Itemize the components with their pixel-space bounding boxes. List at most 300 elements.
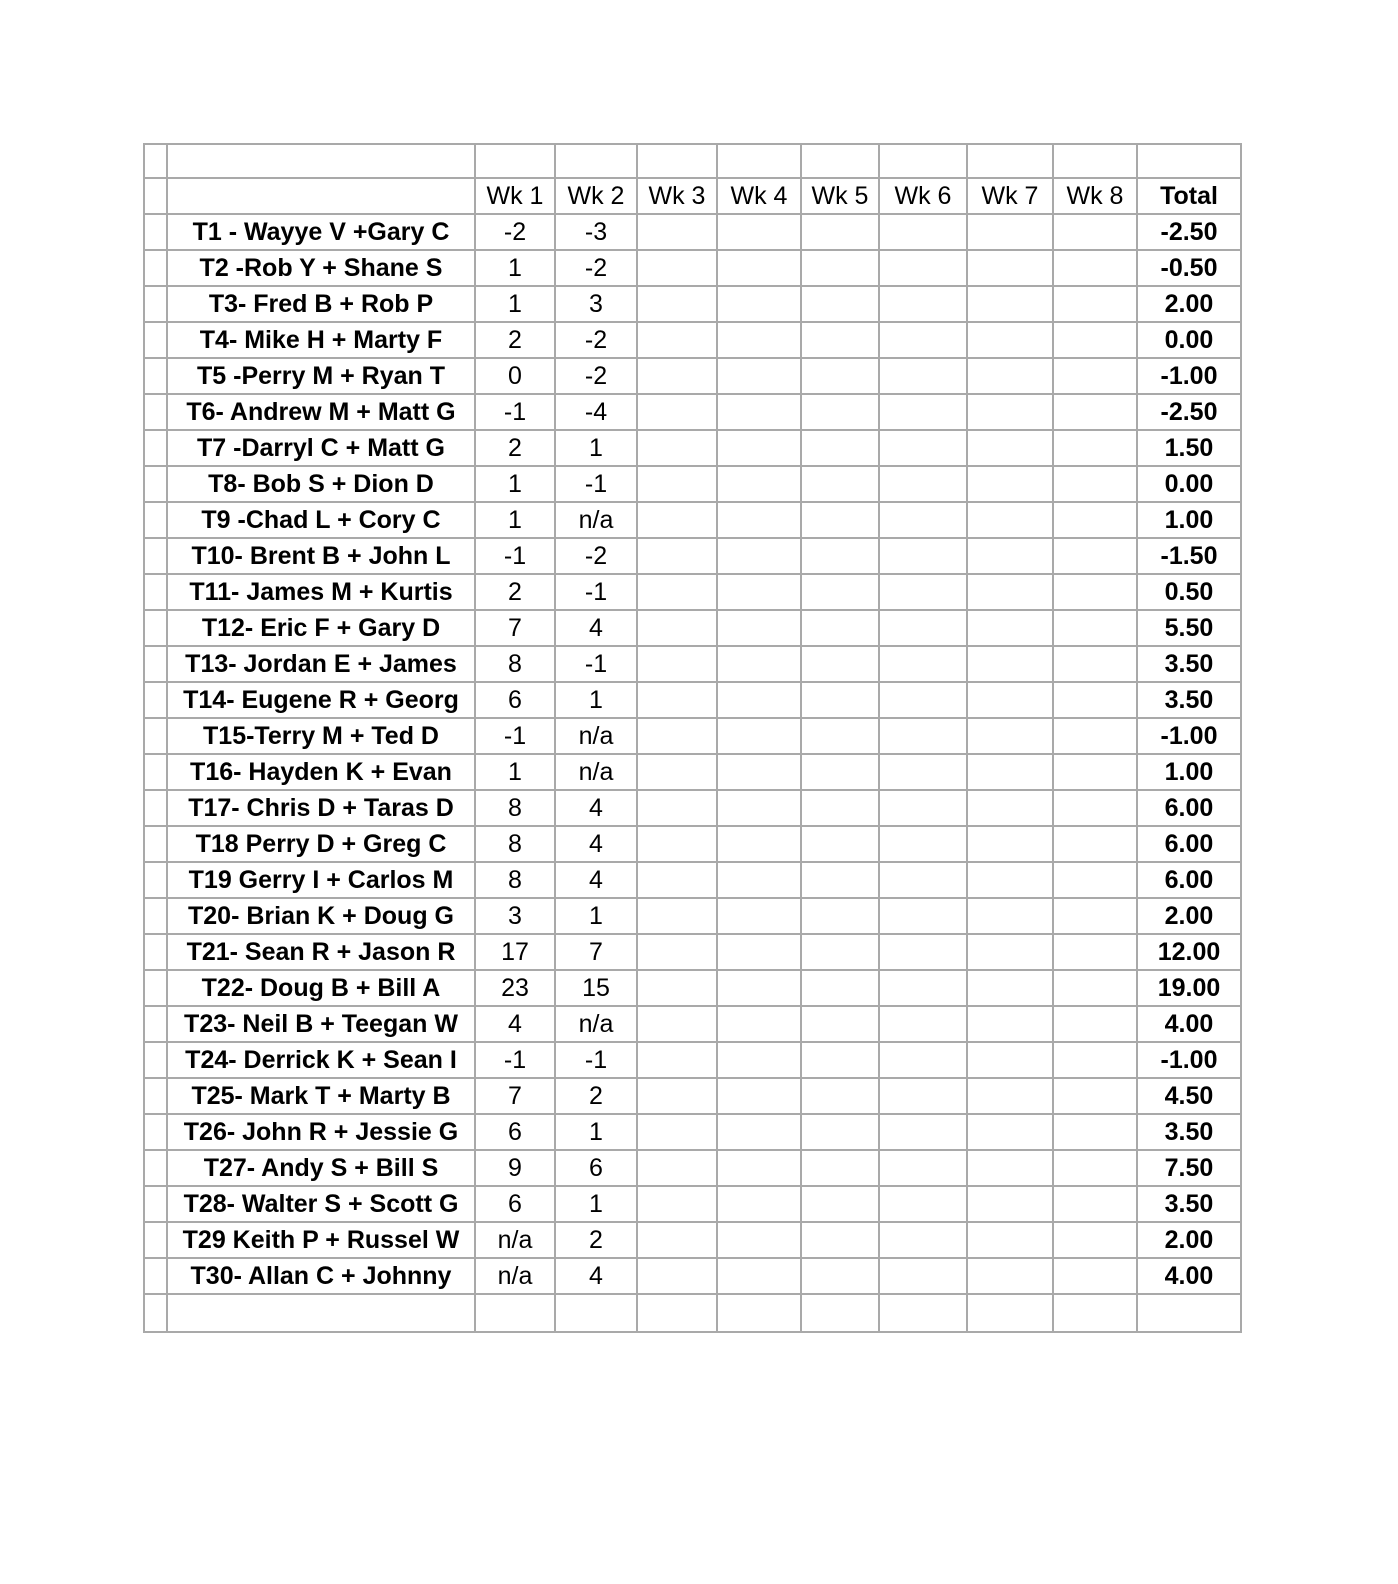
week-header-cell: Wk 3 bbox=[637, 178, 717, 214]
total-cell: -0.50 bbox=[1137, 250, 1241, 286]
week-score-cell bbox=[1053, 1042, 1137, 1078]
total-cell: -2.50 bbox=[1137, 214, 1241, 250]
week-score-cell bbox=[637, 574, 717, 610]
team-row bbox=[144, 358, 1241, 394]
week-score-cell bbox=[879, 502, 967, 538]
week-score-cell bbox=[967, 430, 1053, 466]
team-name-cell: T2 -Rob Y + Shane S bbox=[167, 250, 475, 286]
team-row bbox=[144, 1114, 1241, 1150]
week-score-cell bbox=[717, 934, 801, 970]
total-cell: 3.50 bbox=[1137, 1114, 1241, 1150]
week-score-cell bbox=[637, 1006, 717, 1042]
week-score-cell bbox=[1053, 502, 1137, 538]
week-score-cell bbox=[879, 754, 967, 790]
team-name-cell: T23- Neil B + Teegan W bbox=[167, 1006, 475, 1042]
empty-cell bbox=[879, 1294, 967, 1332]
team-name-cell: T3- Fred B + Rob P bbox=[167, 286, 475, 322]
total-cell: 12.00 bbox=[1137, 934, 1241, 970]
week-score-cell bbox=[967, 214, 1053, 250]
total-cell: 3.50 bbox=[1137, 682, 1241, 718]
week-score-cell bbox=[801, 466, 879, 502]
week-score-cell bbox=[1053, 574, 1137, 610]
week-score-cell bbox=[637, 358, 717, 394]
empty-cell bbox=[555, 144, 637, 178]
team-row bbox=[144, 934, 1241, 970]
empty-cell bbox=[801, 144, 879, 178]
week-score-cell bbox=[1053, 754, 1137, 790]
week-score-cell bbox=[801, 358, 879, 394]
team-name-cell: T9 -Chad L + Cory C bbox=[167, 502, 475, 538]
empty-cell bbox=[144, 1258, 167, 1294]
week-score-cell: 3 bbox=[555, 286, 637, 322]
week-score-cell bbox=[637, 430, 717, 466]
week-score-cell bbox=[637, 862, 717, 898]
week-score-cell bbox=[717, 718, 801, 754]
week-score-cell: 1 bbox=[475, 466, 555, 502]
week-score-cell: 2 bbox=[555, 1078, 637, 1114]
team-name-header-cell bbox=[167, 178, 475, 214]
empty-cell bbox=[717, 144, 801, 178]
week-header-cell: Wk 7 bbox=[967, 178, 1053, 214]
week-score-cell bbox=[1053, 250, 1137, 286]
week-score-cell bbox=[1053, 718, 1137, 754]
week-header-cell: Wk 6 bbox=[879, 178, 967, 214]
week-score-cell bbox=[637, 610, 717, 646]
team-name-cell: T8- Bob S + Dion D bbox=[167, 466, 475, 502]
week-score-cell bbox=[879, 1222, 967, 1258]
week-score-cell bbox=[879, 574, 967, 610]
week-score-cell bbox=[637, 1042, 717, 1078]
empty-cell bbox=[144, 682, 167, 718]
week-score-cell bbox=[1053, 898, 1137, 934]
total-cell: -2.50 bbox=[1137, 394, 1241, 430]
week-score-cell bbox=[717, 970, 801, 1006]
team-row bbox=[144, 898, 1241, 934]
week-score-cell bbox=[1053, 286, 1137, 322]
team-name-cell: T13- Jordan E + James bbox=[167, 646, 475, 682]
week-score-cell bbox=[637, 1258, 717, 1294]
total-cell: 19.00 bbox=[1137, 970, 1241, 1006]
team-name-cell: T15-Terry M + Ted D bbox=[167, 718, 475, 754]
team-name-cell: T27- Andy S + Bill S bbox=[167, 1150, 475, 1186]
empty-cell bbox=[144, 970, 167, 1006]
empty-cell bbox=[967, 1294, 1053, 1332]
team-row bbox=[144, 322, 1241, 358]
week-score-cell bbox=[967, 1042, 1053, 1078]
week-score-cell bbox=[967, 574, 1053, 610]
week-score-cell bbox=[967, 1006, 1053, 1042]
week-score-cell bbox=[717, 898, 801, 934]
week-score-cell bbox=[801, 934, 879, 970]
week-score-cell bbox=[967, 1150, 1053, 1186]
empty-cell bbox=[144, 1150, 167, 1186]
week-score-cell: -1 bbox=[555, 574, 637, 610]
week-score-cell bbox=[1053, 466, 1137, 502]
week-score-cell bbox=[967, 610, 1053, 646]
team-row bbox=[144, 790, 1241, 826]
week-score-cell bbox=[879, 1042, 967, 1078]
empty-cell bbox=[967, 144, 1053, 178]
week-score-cell: 8 bbox=[475, 862, 555, 898]
week-score-cell: 3 bbox=[475, 898, 555, 934]
empty-cell bbox=[144, 1006, 167, 1042]
week-score-cell bbox=[801, 862, 879, 898]
empty-cell bbox=[144, 610, 167, 646]
week-score-cell bbox=[801, 250, 879, 286]
empty-cell bbox=[1137, 144, 1241, 178]
week-score-cell bbox=[717, 574, 801, 610]
week-score-cell: -1 bbox=[475, 538, 555, 574]
week-score-cell bbox=[967, 898, 1053, 934]
week-score-cell bbox=[967, 646, 1053, 682]
week-score-cell bbox=[1053, 1078, 1137, 1114]
week-score-cell: -2 bbox=[555, 250, 637, 286]
week-score-cell bbox=[637, 754, 717, 790]
week-score-cell bbox=[1053, 790, 1137, 826]
team-name-cell: T12- Eric F + Gary D bbox=[167, 610, 475, 646]
week-score-cell: -1 bbox=[475, 1042, 555, 1078]
team-row bbox=[144, 862, 1241, 898]
team-name-cell: T1 - Wayye V +Gary C bbox=[167, 214, 475, 250]
week-score-cell bbox=[717, 322, 801, 358]
week-score-cell bbox=[717, 610, 801, 646]
empty-cell bbox=[637, 144, 717, 178]
total-cell: 5.50 bbox=[1137, 610, 1241, 646]
week-score-cell bbox=[637, 538, 717, 574]
week-score-cell bbox=[717, 1078, 801, 1114]
week-score-cell bbox=[801, 574, 879, 610]
week-score-cell bbox=[637, 466, 717, 502]
week-score-cell bbox=[967, 682, 1053, 718]
week-score-cell bbox=[879, 466, 967, 502]
week-score-cell bbox=[879, 898, 967, 934]
week-score-cell bbox=[1053, 1258, 1137, 1294]
week-score-cell bbox=[801, 430, 879, 466]
week-score-cell bbox=[879, 1150, 967, 1186]
team-name-cell: T17- Chris D + Taras D bbox=[167, 790, 475, 826]
week-score-cell bbox=[879, 682, 967, 718]
week-score-cell: -1 bbox=[475, 718, 555, 754]
week-score-cell: 1 bbox=[475, 286, 555, 322]
empty-cell bbox=[144, 790, 167, 826]
week-score-cell bbox=[1053, 394, 1137, 430]
week-score-cell bbox=[637, 1222, 717, 1258]
week-score-cell bbox=[879, 970, 967, 1006]
team-name-cell: T14- Eugene R + Georg bbox=[167, 682, 475, 718]
spacer-row-top bbox=[144, 144, 1241, 178]
week-score-cell: 4 bbox=[555, 862, 637, 898]
week-score-cell: 7 bbox=[475, 1078, 555, 1114]
week-score-cell bbox=[717, 1150, 801, 1186]
week-score-cell bbox=[637, 1186, 717, 1222]
week-score-cell: 2 bbox=[555, 1222, 637, 1258]
empty-cell bbox=[879, 144, 967, 178]
empty-cell bbox=[144, 646, 167, 682]
week-score-cell: -1 bbox=[555, 646, 637, 682]
empty-cell bbox=[144, 754, 167, 790]
week-score-cell: -4 bbox=[555, 394, 637, 430]
spacer-row-bottom bbox=[144, 1294, 1241, 1332]
week-score-cell bbox=[717, 394, 801, 430]
week-score-cell: 4 bbox=[475, 1006, 555, 1042]
week-score-cell bbox=[967, 538, 1053, 574]
week-score-cell bbox=[717, 682, 801, 718]
empty-cell bbox=[144, 898, 167, 934]
team-row bbox=[144, 466, 1241, 502]
week-score-cell bbox=[717, 502, 801, 538]
empty-cell bbox=[144, 1186, 167, 1222]
week-score-cell: 7 bbox=[475, 610, 555, 646]
team-row bbox=[144, 1042, 1241, 1078]
week-score-cell bbox=[879, 358, 967, 394]
empty-cell bbox=[144, 1222, 167, 1258]
team-row bbox=[144, 1078, 1241, 1114]
week-score-cell bbox=[801, 1078, 879, 1114]
total-cell: 1.00 bbox=[1137, 754, 1241, 790]
total-cell: -1.00 bbox=[1137, 1042, 1241, 1078]
week-score-cell: 6 bbox=[475, 1186, 555, 1222]
week-score-cell: 23 bbox=[475, 970, 555, 1006]
week-score-cell: -2 bbox=[555, 322, 637, 358]
week-score-cell: -1 bbox=[555, 466, 637, 502]
empty-cell bbox=[167, 144, 475, 178]
total-cell: 3.50 bbox=[1137, 1186, 1241, 1222]
week-score-cell bbox=[637, 322, 717, 358]
week-score-cell bbox=[1053, 682, 1137, 718]
week-score-cell bbox=[879, 862, 967, 898]
week-score-cell: n/a bbox=[475, 1222, 555, 1258]
week-score-cell bbox=[1053, 646, 1137, 682]
empty-cell bbox=[144, 250, 167, 286]
empty-cell bbox=[144, 144, 167, 178]
team-name-cell: T16- Hayden K + Evan bbox=[167, 754, 475, 790]
week-score-cell bbox=[717, 250, 801, 286]
week-score-cell bbox=[1053, 934, 1137, 970]
week-score-cell: 1 bbox=[555, 430, 637, 466]
week-score-cell: n/a bbox=[555, 1006, 637, 1042]
empty-cell bbox=[144, 1114, 167, 1150]
week-score-cell bbox=[637, 682, 717, 718]
week-score-cell: 8 bbox=[475, 646, 555, 682]
week-score-cell: 1 bbox=[555, 1114, 637, 1150]
total-cell: 6.00 bbox=[1137, 826, 1241, 862]
total-cell: 1.50 bbox=[1137, 430, 1241, 466]
week-score-cell bbox=[879, 286, 967, 322]
week-score-cell bbox=[879, 718, 967, 754]
week-score-cell: 1 bbox=[555, 682, 637, 718]
total-cell: 6.00 bbox=[1137, 790, 1241, 826]
empty-cell bbox=[555, 1294, 637, 1332]
week-score-cell bbox=[1053, 610, 1137, 646]
week-score-cell bbox=[801, 790, 879, 826]
week-score-cell: 1 bbox=[475, 250, 555, 286]
week-header-cell: Wk 1 bbox=[475, 178, 555, 214]
total-cell: -1.00 bbox=[1137, 718, 1241, 754]
week-score-cell bbox=[801, 394, 879, 430]
total-cell: 0.00 bbox=[1137, 466, 1241, 502]
empty-cell bbox=[475, 1294, 555, 1332]
week-score-cell bbox=[1053, 1150, 1137, 1186]
week-score-cell bbox=[717, 430, 801, 466]
week-score-cell bbox=[967, 718, 1053, 754]
week-score-cell bbox=[801, 502, 879, 538]
week-score-cell bbox=[1053, 1222, 1137, 1258]
team-name-cell: T22- Doug B + Bill A bbox=[167, 970, 475, 1006]
team-row bbox=[144, 646, 1241, 682]
team-row bbox=[144, 538, 1241, 574]
team-row bbox=[144, 1222, 1241, 1258]
week-score-cell: 4 bbox=[555, 790, 637, 826]
week-score-cell bbox=[967, 934, 1053, 970]
week-score-cell bbox=[879, 394, 967, 430]
empty-cell bbox=[144, 178, 167, 214]
week-header-cell: Wk 4 bbox=[717, 178, 801, 214]
team-name-cell: T20- Brian K + Doug G bbox=[167, 898, 475, 934]
week-score-cell bbox=[879, 934, 967, 970]
week-score-cell: 1 bbox=[475, 754, 555, 790]
week-score-cell bbox=[879, 646, 967, 682]
standings-table-body bbox=[144, 214, 1241, 1294]
week-score-cell: 6 bbox=[475, 682, 555, 718]
empty-cell bbox=[144, 538, 167, 574]
total-cell: 0.50 bbox=[1137, 574, 1241, 610]
week-score-cell bbox=[879, 1114, 967, 1150]
week-score-cell bbox=[967, 1258, 1053, 1294]
week-score-cell: 8 bbox=[475, 790, 555, 826]
team-row bbox=[144, 754, 1241, 790]
week-score-cell: -2 bbox=[475, 214, 555, 250]
team-row bbox=[144, 610, 1241, 646]
team-name-cell: T25- Mark T + Marty B bbox=[167, 1078, 475, 1114]
team-name-cell: T18 Perry D + Greg C bbox=[167, 826, 475, 862]
week-score-cell bbox=[717, 286, 801, 322]
week-score-cell bbox=[801, 286, 879, 322]
week-score-cell: 8 bbox=[475, 826, 555, 862]
week-score-cell bbox=[801, 1006, 879, 1042]
week-score-cell bbox=[717, 1186, 801, 1222]
week-score-cell bbox=[717, 1114, 801, 1150]
week-score-cell bbox=[801, 1222, 879, 1258]
week-score-cell bbox=[717, 754, 801, 790]
total-cell: -1.50 bbox=[1137, 538, 1241, 574]
week-score-cell bbox=[879, 430, 967, 466]
team-name-cell: T29 Keith P + Russel W bbox=[167, 1222, 475, 1258]
week-score-cell bbox=[801, 970, 879, 1006]
week-score-cell: 1 bbox=[555, 898, 637, 934]
week-score-cell bbox=[637, 718, 717, 754]
team-name-cell: T4- Mike H + Marty F bbox=[167, 322, 475, 358]
week-header-cell: Wk 2 bbox=[555, 178, 637, 214]
week-score-cell bbox=[967, 1186, 1053, 1222]
empty-cell bbox=[144, 214, 167, 250]
week-score-cell bbox=[801, 718, 879, 754]
team-row bbox=[144, 718, 1241, 754]
empty-cell bbox=[144, 1042, 167, 1078]
week-score-cell: 1 bbox=[555, 1186, 637, 1222]
week-score-cell: 2 bbox=[475, 430, 555, 466]
week-score-cell bbox=[637, 394, 717, 430]
team-name-cell: T30- Allan C + Johnny bbox=[167, 1258, 475, 1294]
week-score-cell bbox=[879, 790, 967, 826]
week-score-cell bbox=[967, 970, 1053, 1006]
week-score-cell bbox=[801, 682, 879, 718]
week-score-cell: -1 bbox=[555, 1042, 637, 1078]
week-score-cell: 4 bbox=[555, 1258, 637, 1294]
week-score-cell bbox=[879, 250, 967, 286]
week-score-cell: -1 bbox=[475, 394, 555, 430]
week-score-cell bbox=[801, 538, 879, 574]
week-score-cell bbox=[967, 358, 1053, 394]
empty-cell bbox=[475, 144, 555, 178]
week-score-cell bbox=[801, 826, 879, 862]
empty-cell bbox=[144, 286, 167, 322]
team-name-cell: T7 -Darryl C + Matt G bbox=[167, 430, 475, 466]
total-cell: 3.50 bbox=[1137, 646, 1241, 682]
week-score-cell: n/a bbox=[555, 502, 637, 538]
week-score-cell bbox=[801, 898, 879, 934]
total-cell: 4.50 bbox=[1137, 1078, 1241, 1114]
week-score-cell bbox=[967, 1222, 1053, 1258]
week-score-cell: 6 bbox=[475, 1114, 555, 1150]
week-score-cell bbox=[879, 214, 967, 250]
week-score-cell bbox=[1053, 1006, 1137, 1042]
week-header-cell: Wk 8 bbox=[1053, 178, 1137, 214]
week-score-cell bbox=[637, 214, 717, 250]
empty-cell bbox=[144, 430, 167, 466]
empty-cell bbox=[144, 826, 167, 862]
empty-cell bbox=[801, 1294, 879, 1332]
team-name-cell: T5 -Perry M + Ryan T bbox=[167, 358, 475, 394]
team-name-cell: T28- Walter S + Scott G bbox=[167, 1186, 475, 1222]
empty-cell bbox=[1053, 1294, 1137, 1332]
week-score-cell bbox=[967, 1114, 1053, 1150]
week-score-cell bbox=[879, 322, 967, 358]
week-score-cell bbox=[717, 646, 801, 682]
empty-cell bbox=[1137, 1294, 1241, 1332]
team-name-cell: T26- John R + Jessie G bbox=[167, 1114, 475, 1150]
week-score-cell bbox=[637, 898, 717, 934]
empty-cell bbox=[1053, 144, 1137, 178]
week-score-cell: 15 bbox=[555, 970, 637, 1006]
week-score-cell bbox=[637, 250, 717, 286]
week-score-cell bbox=[801, 1042, 879, 1078]
week-score-cell bbox=[1053, 1114, 1137, 1150]
empty-cell bbox=[144, 322, 167, 358]
week-score-cell: -2 bbox=[555, 358, 637, 394]
week-score-cell bbox=[801, 1114, 879, 1150]
week-score-cell bbox=[717, 466, 801, 502]
team-row bbox=[144, 286, 1241, 322]
week-score-cell bbox=[967, 250, 1053, 286]
week-score-cell bbox=[801, 646, 879, 682]
total-cell: 2.00 bbox=[1137, 1222, 1241, 1258]
week-score-cell: 2 bbox=[475, 322, 555, 358]
team-row bbox=[144, 1006, 1241, 1042]
week-score-cell bbox=[879, 1186, 967, 1222]
week-score-cell bbox=[967, 1078, 1053, 1114]
team-row bbox=[144, 1186, 1241, 1222]
team-row bbox=[144, 250, 1241, 286]
week-score-cell: n/a bbox=[475, 1258, 555, 1294]
week-score-cell bbox=[717, 1006, 801, 1042]
week-score-cell bbox=[1053, 1186, 1137, 1222]
team-row bbox=[144, 214, 1241, 250]
week-score-cell bbox=[637, 286, 717, 322]
week-score-cell: 1 bbox=[475, 502, 555, 538]
week-score-cell bbox=[967, 862, 1053, 898]
empty-cell bbox=[144, 934, 167, 970]
week-score-cell bbox=[637, 826, 717, 862]
